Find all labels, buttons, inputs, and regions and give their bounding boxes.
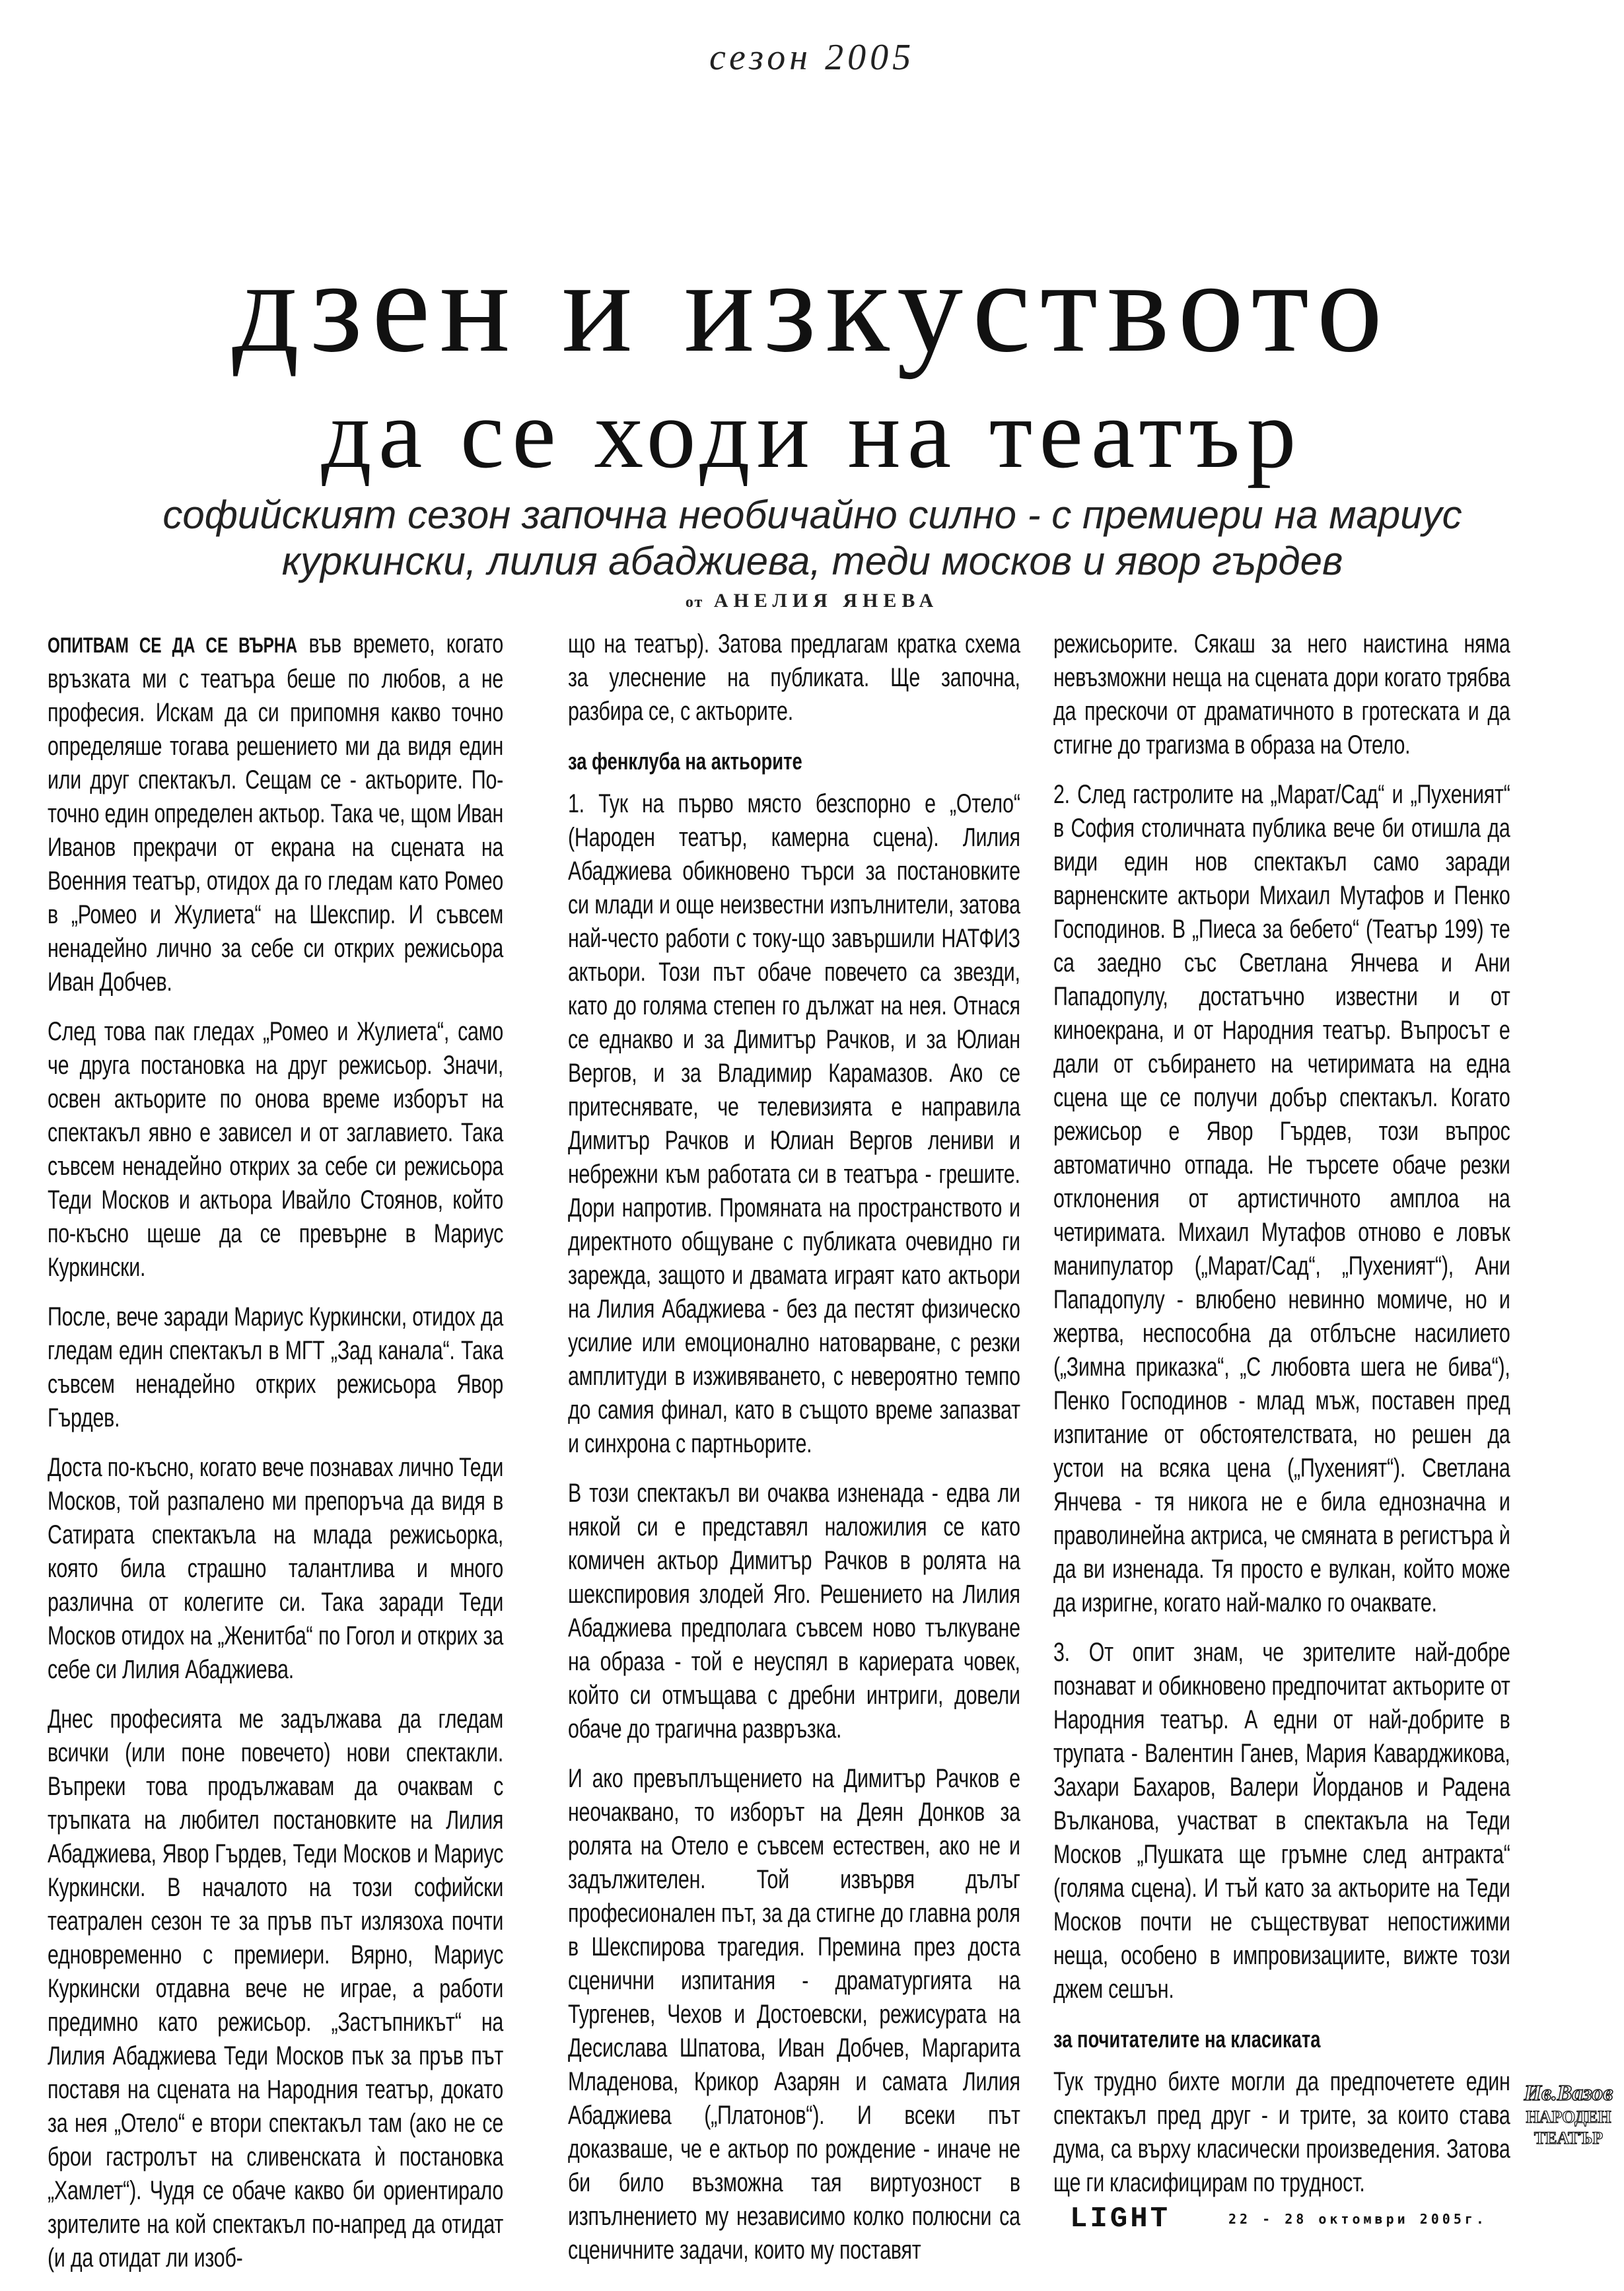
article-subtitle: софийският сезон започна необичайно силно - с премиери на мариус куркински, лилия абаджиева, теди москов и явор гърдев (162, 493, 1462, 583)
byline-prefix: от (685, 594, 704, 611)
paragraph: Тук трудно бихте могли да предпочетете един спектакъл пред друг - и трите, за които става дума, са върху класически произведения. Затова ще ги класифицирам по трудност. (1053, 2067, 1510, 2197)
paragraph: И ако превъплъщението на Димитър Рачков е неочаквано, то изборът на Деян Донков за ролята на Отело е съвсем естествен, ако не и задължителен. Той извървя дълъг професионален път, за да стигне до главна роля в Шекспирова трагедия. Премина през доста сценични изпитания - драматургията на Тургенев, Чехов и Достоевски, режисурата на Десислава Шпатова, Иван Добчев, Маргарита Младенова, Крикор Азарян и самата Лилия Абаджиева („Платонов“). И всеки път доказваше, че е актьор по рождение - иначе не би било възможна тая виртуозност в изпълнението му независимо колко полюсни са сценичните задачи, които му поставят (568, 1764, 1020, 2265)
paragraph: 2. След гастролите на „Марат/Сад“ и „Пухеният“ в София столичната публика вече би отишла да види един нов спектакъл само заради варненските актьори Михаил Мутафов и Пенко Господинов. В „Пиеса за бебето“ (Театър 199) те са заедно със Светлана Янчева и Ани Пападопулу, достатъчно известни и от киноекрана, и от Народния театър. Въпросът е дали от събирането на четиримата на една сцена ще се получи добър спектакъл. Когато режисьор е Явор Гърдев, този въпрос автоматично отпада. Не търсете обаче резки отклонения от артистичното амплоа на четиримата. Михаил Мутафов отново е ловък манипулатор („Марат/Сад“, „Пухеният“), Ани Пападопулу - влюбено невинно момиче, но и жертва, неспособна да отблъсне насилието („Зимна приказка“, „С любовта шега не бива“), Пенко Господинов - млад мъж, поставен пред изпитание от обстоятелствата, но решен да устои на всяка цена („Пухеният“). Светлана Янчева - тя никога не е била еднозначна и праволинейна актриса, че смяната в регистъра ѝ да ви изненада. Тя просто е вулкан, който може да изригне, когато най-малко го очаквате. (1053, 780, 1510, 1617)
article-title: дзен и изкуството (232, 234, 1392, 380)
column-2 (568, 627, 1020, 2283)
magazine-name: LIGHT (1070, 2203, 1171, 2236)
article-title-line2: да се ходи на театър (321, 379, 1303, 489)
paragraph: В този спектакъл ви очаква изненада - едва ли някой си е представял наложилия се като комичен актьор Димитър Рачков в ролята на шекспировия злодей Яго. Решението на Лилия Абаджиева предполага съвсем ново тълкуване на образа - той е неуспял в кариерата човек, който си отмъщава с дребни интриги, довели обаче до трагична развръзка. (568, 1479, 1020, 1744)
section-kicker: сезон 2005 (709, 37, 915, 78)
paragraph: що на театър). Затова предлагам кратка схема за улеснение на публиката. Ще започна, разбира се, с актьорите. (568, 629, 1020, 726)
paragraph: 3. От опит знам, че зрителите най-добре познават и обикновено предпочитат актьорите от Народния театър. А едни от най-добрите в трупата - Валентин Ганев, Мария Каварджикова, Захари Бахаров, Валери Йорданов и Радена Вълканова, участват в спектакъла на Теди Москов „Пушката ще гръмне след антракта“ (голяма сцена). И тъй като за актьорите на Теди Москов почти не съществуват непостижими неща, особено в импровизациите, вижте този джем сешън. (1053, 1638, 1510, 2004)
paragraph (48, 627, 503, 999)
byline (0, 589, 1624, 614)
paragraph-text: във времето, когато връзката ми с театъра беше по любов, а не професия. Искам да си припомня какво точно определяше тогава решението ми да видя един или друг спектакъл. Сещам се - актьорите. По-точно един определен актьор. Така че, щом Иван Иванов прекрачи от екрана на сцената на Военния театър, отидох да го гледам като Ромео в „Ромео и Жулиета“ на Шекспир. И съвсем ненадейно лично за себе си открих режисьора Иван Добчев. (48, 629, 504, 997)
paragraph: Днес професията ме задължава да гледам всички (или поне повечето) нови спектакли. Въпреки това продължавам да очаквам с тръпката на любител постановките на Лилия Абаджиева, Явор Гърдев, Теди Москов и Мариус Куркински. В началото на този софийски театрален сезон те за пръв път излязоха почти едновременно с премиери. Вярно, Мариус Куркински отдавна вече не играе, а работи предимно като режисьор. „Застъпникът“ на Лилия Абаджиева Теди Москов пък за пръв път поставя на сцената на Народния театър, докато за нея „Отело“ е втори спектакъл там (ако не се брои гастролът на сливенската ѝ постановка „Хамлет“). Чудя се обаче какво би ориентирало зрителите на кой спектакъл по-напред да отидат (и да отидат ли изоб- (48, 1705, 504, 2273)
column-1 (48, 627, 503, 2291)
national-theatre-logo (1519, 2080, 1618, 2149)
logo-line1: НАРОДЕН (1526, 2107, 1611, 2127)
paragraph: Доста по-късно, когато вече познавах лично Теди Москов, той разпалено ми препоръча да видя в Сатирата спектакъла на млада режисьорка, която била страшно талантлива и много различна от колегите си. Така заради Теди Москов отидох на „Женитба“ по Гогол и открих за себе си Лилия Абаджиева. (48, 1453, 504, 1684)
column-3 (1053, 627, 1510, 2216)
paragraph: После, вече заради Мариус Куркински, отидох да гледам един спектакъл в МГТ „Зад канала“. Така съвсем ненадейно открих режисьора Явор Гърдев. (48, 1302, 504, 1432)
paragraph: режисьорите. Сякаш за него наистина няма невъзможни неща на сцената дори когато трябва да прескочи от драматичното в гротеската и да стигне до трагизма в образа на Отело. (1053, 629, 1510, 759)
lead-in: ОПИТВАМ СЕ ДА СЕ ВЪРНА (48, 633, 298, 657)
section-heading: за фенклуба на актьорите (568, 748, 802, 775)
logo-line2: ТЕАТЪР (1534, 2129, 1604, 2148)
issue-date: 22 - 28 октомври 2005г. (1228, 2211, 1487, 2227)
paragraph: 1. Тук на първо място безспорно е „Отело“ (Народен театър, камерна сцена). Лилия Абаджиева обикновено търси за постановките си млади и още неизвестни изпълнители, затова най-често работи с току-що завършили НАТФИЗ актьори. Този път обаче повечето са звезди, като до голяма степен го дължат на нея. Отнася се еднакво и за Димитър Рачков, и за Юлиан Вергов, и за Владимир Карамазов. Ако се притеснявате, че телевизията е направила Димитър Рачков и Юлиан Вергов лениви и небрежни към работата си в театъра - грешите. Дори напротив. Промяната на пространството и директното общуване с публиката очевидно ги зарежда, защото и двамата играят като актьори на Лилия Абаджиева - без да пестят физическо усилие или емоционално натоварване, с резки амплитуди в изживяването, с невероятно темпо до самия финал, като в същото време запазват и синхрона с партньорите. (568, 789, 1020, 1458)
section-heading: за почитателите на класиката (1053, 2026, 1321, 2053)
logo-script: Ив.Вазов (1524, 2081, 1613, 2105)
paragraph: След това пак гледах „Ромео и Жулиета“, само че друга постановка на друг режисьор. Значи, освен актьорите по онова време изборът на спектакъл явно е зависел и от заглавието. Така съвсем ненадейно открих за себе си режисьора Теди Москов и актьора Ивайло Стоянов, който по-късно щеше да се превърне в Мариус Куркински. (48, 1017, 504, 1282)
byline-author: АНЕЛИЯ ЯНЕВА (713, 590, 939, 612)
